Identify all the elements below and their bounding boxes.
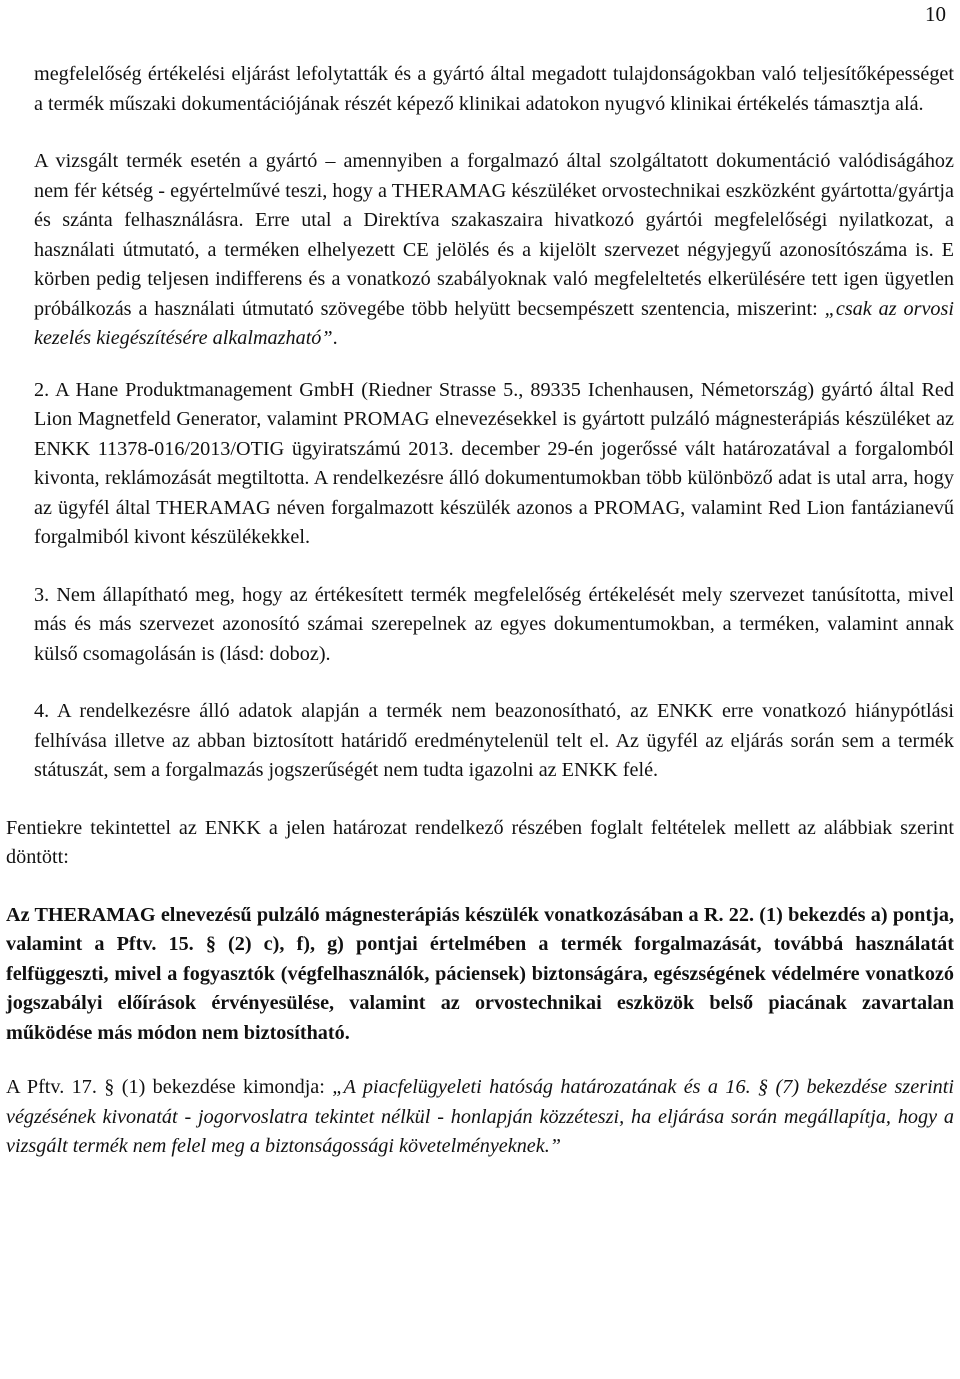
- paragraph-text: A vizsgált termék esetén a gyártó – amennyiben a forgalmazó által szolgáltatott dokumentáció valódiságához nem fér kétség - egyértelművé teszi, hogy a THERAMAG készüléket orvostechnikai eszközként gyártotta/gyártja és szánta felhasználásra. Erre utal a Direktíva szakaszaira hivatkozó gyártói megfelelőségi nyilatkozat, a használati útmutató, a terméken elhelyezett CE jelölés és a kijelölt szervezet négyjegyű azonosítószáma is. E körben pedig teljesen indifferens és a vonatkozó szabályoknak való megfeleltetés elkerülésére tett igen ügyetlen próbálkozás a használati útmutató szövegébe több helyütt becsempészett szentencia, miszerint:: [34, 150, 954, 320]
- paragraph-decision-intro: Fentiekre tekintettel az ENKK a jelen határozat rendelkező részében foglalt feltételek mellett az alábbiak szerint döntött:: [6, 816, 954, 868]
- list-item-number: 3.: [34, 583, 50, 606]
- document-body: [6, 60, 955, 1162]
- paragraph-decision: Az THERAMAG elnevezésű pulzáló mágnesterápiás készülék vonatkozásában a R. 22. (1) bekezdés a) pontja, valamint a Pftv. 15. § (2) c), f), g) pontjai értelmében a termék forgalmazását, továbbá használatát felfüggeszti, mivel a fogyasztók (végfelhasználók, páciensek) biztonságára, egészségének védelmére vonatkozó jogszabályi előírások érvényesülése, valamint az orvostechnikai eszközök belső piacának zavartalan működése más módon nem biztosítható.: [6, 903, 954, 1044]
- legal-quote-text: „A piacfelügyeleti hatóság határozatának és a 16. § (7) bekezdése szerinti végzésének kivonatát - jogorvoslatra tekintet nélkül - honlapján közzéteszi, ha eljárása során megállapítja, hogy a vizsgált termék nem felel meg a biztonságossági követelményeknek.”: [6, 1076, 954, 1157]
- paragraph-end: .: [332, 327, 338, 349]
- list-item-number: 4.: [34, 700, 50, 722]
- paragraph-legal-quote: [6, 1073, 954, 1162]
- legal-quote-lead: A Pftv. 17. § (1) bekezdése kimondja:: [6, 1076, 333, 1098]
- paragraph-manufacturer-intent: [34, 147, 954, 354]
- list-item-3: [34, 581, 954, 670]
- paragraph-conformity: megfelelőség értékelési eljárást lefolytatták és a gyártó által megadott tulajdonságokban való teljesítőképességet a termék műszaki dokumentációjának részét képező klinikai adatokon nyugvó klinikai értékelés támasztja alá.: [34, 63, 954, 115]
- list-item-text: A rendelkezésre álló adatok alapján a termék nem beazonosítható, az ENKK erre vonatkozó hiánypótlási felhívása illetve az abban biztosított határidő eredménytelenül telt el. Az ügyfél az eljárás során sem a termék státuszát, sem a forgalmazás jogszerűségét nem tudta igazolni az ENKK felé.: [34, 700, 954, 781]
- page-number: 10: [925, 2, 946, 26]
- list-item-2: [34, 376, 954, 553]
- list-item-text: Nem állapítható meg, hogy az értékesített termék megfelelőség értékelését mely szervezet tanúsította, mivel más és más szervezet azonosító számai szerepelnek az egyes dokumentumokban, a terméken, valamint annak külső csomagolásán is (lásd: doboz).: [34, 583, 955, 665]
- quoted-sentence: „csak az orvosi kezelés kiegészítésére alkalmazható”: [34, 297, 954, 349]
- list-item-4: [34, 697, 954, 786]
- list-item-number: 2.: [34, 378, 50, 401]
- list-item-text: A Hane Produktmanagement GmbH (Riedner Strasse 5., 89335 Ichenhausen, Németország) gyártó által Red Lion Magnetfeld Generator, valamint PROMAG elnevezésekkel is gyártott pulzáló mágnesterápiás készüléket az ENKK 11378-016/2013/OTIG ügyiratszámú 2013. december 29-én jogerőssé vált határozatával a forgalomból kivonta, reklámozását megtiltotta. A rendelkezésre álló dokumentumokban több különböző adat is utal arra, hogy az ügyfél által THERAMAG néven forgalmazott készülék azonos a PROMAG, valamint Red Lion fantázianevű forgalmiból kivont készülékekkel.: [34, 378, 954, 548]
